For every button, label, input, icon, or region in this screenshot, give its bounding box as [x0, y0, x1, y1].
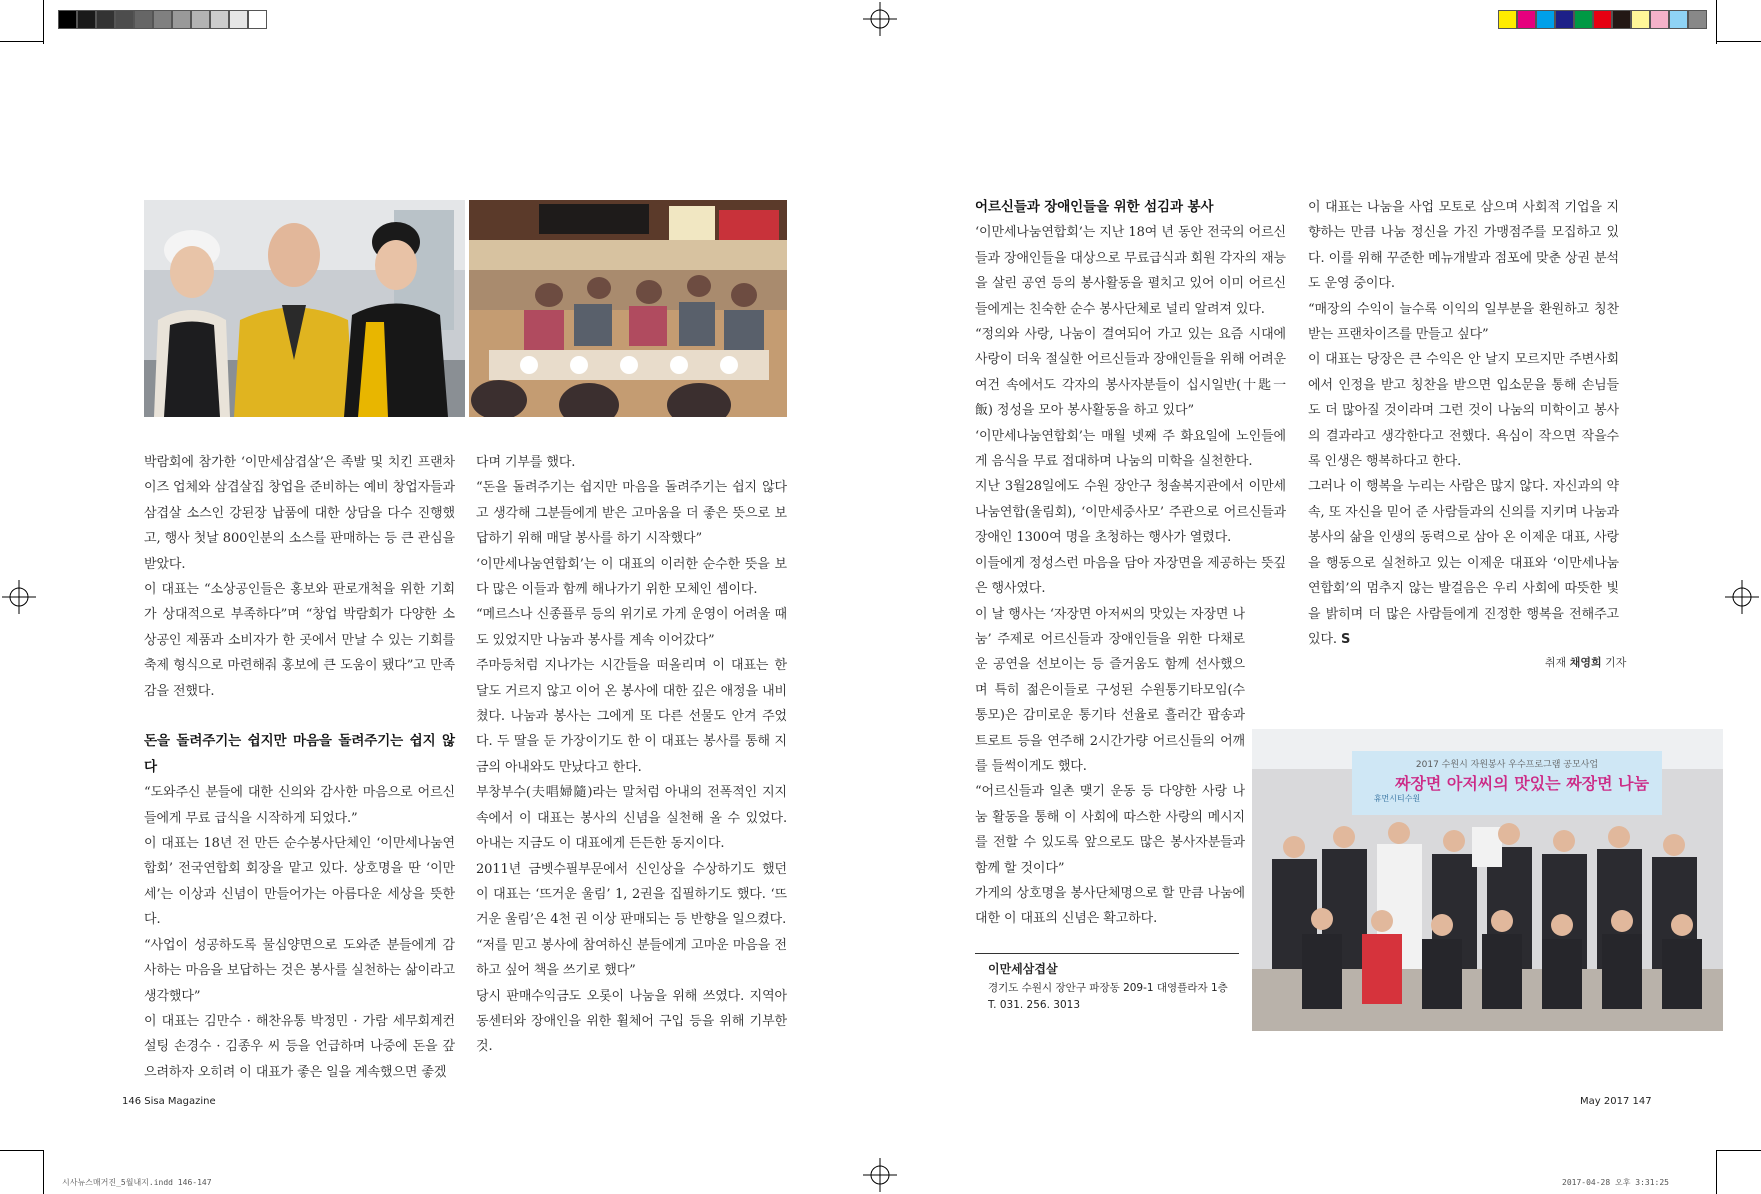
- paragraph: “메르스나 신종플루 등의 위기로 가게 운영이 어려울 때도 있었지만 나눔과 봉사를 계속 이어갔다”: [476, 607, 787, 648]
- byline-name: 채영희: [1569, 656, 1602, 669]
- color-swatch: [96, 10, 115, 29]
- color-swatch: [1631, 10, 1650, 29]
- banner-main-text: 짜장면 아저씨의 맛있는 짜장면 나눔: [1394, 774, 1650, 793]
- registration-mark-bottom: [863, 1158, 897, 1192]
- byline-prefix: 취재: [1545, 656, 1567, 669]
- paragraph: 이 날 행사는 ‘자장면 아저씨의 맛있는 자장면 나눔’ 주제로 어르신들과 장애인들을 위한 다채로운 공연을 선보이는 등 즐거움도 함께 선사했으며 특히 젊은이들로 구성된 수원통기타모임(수통모)은 감미로운 통기타 선율로 흘러간 팝송과 트로트 등을 연주해 2시간가량 어르신들의 어깨를 들썩이게도 했다.: [975, 606, 1245, 774]
- color-swatch: [1669, 10, 1688, 29]
- paragraph: ‘이만세나눔연합회’는 지난 18여 년 동안 전국의 어르신들과 장애인들을 대상으로 무료급식과 회원 각자의 재능을 살린 공연 등의 봉사활동을 펼치고 있어 이미 어르신들에게는 친숙한 순수 봉사단체로 널리 알려져 있다.: [975, 225, 1286, 317]
- store-name: 이만세삼겹살: [988, 962, 1058, 976]
- store-address: 경기도 수원시 장안구 파장동 209-1 대영플라자 1층: [988, 982, 1228, 994]
- color-swatch: [1650, 10, 1669, 29]
- paragraph: 지난 3월28일에도 수원 장안구 청솔복지관에서 이만세나눔연합(울림회), ‘이만세중사모’ 주관으로 어르신들과 장애인 1300여 명을 초청하는 행사가 열렸다.: [975, 479, 1286, 546]
- paragraph: 주마등처럼 지나가는 시간들을 떠올리며 이 대표는 한 달도 거르지 않고 이어 온 봉사에 대한 깊은 애정을 내비쳤다. 나눔과 봉사는 그에게 또 다른 선물도 안겨 주었다. 두 딸을 둔 가장이기도 한 이 대표는 봉사를 통해 지금의 아내와도 만났다고 한다.: [476, 658, 787, 775]
- info-divider: [975, 953, 1239, 954]
- group-photo: [1252, 729, 1723, 1031]
- paragraph: 이 대표는 당장은 큰 수익은 안 날지 모르지만 주변사회에서 인정을 받고 칭찬을 받으면 입소문을 통해 손님들도 더 많아질 것이라며 그런 것이 나눔의 미학이고 봉사의 결과라고 생각한다고 전했다. 욕심이 작으면 작을수록 인생은 행복하다고 한다.: [1308, 352, 1619, 470]
- banner-org-text: 휴먼시티수원: [1373, 794, 1421, 803]
- wrap-region: [975, 602, 1245, 932]
- paragraph: “매장의 수익이 늘수록 이익의 일부분을 환원하고 칭찬받는 프랜차이즈를 만들고 싶다”: [1308, 301, 1619, 343]
- paragraph: “어르신들과 일촌 맺기 운동 등 다양한 사랑 나눔 활동을 통해 이 사회에 따스한 사랑의 메시지를 전할 수 있도록 앞으로도 많은 봉사자분들과 함께 할 것이다”: [975, 784, 1245, 876]
- color-swatch: [1555, 10, 1574, 29]
- color-swatch: [248, 10, 267, 29]
- byline: [1545, 654, 1626, 670]
- color-swatch: [153, 10, 172, 29]
- paragraph: 박람회에 참가한 ‘이만세삼겹살’은 족발 및 치킨 프랜차이즈 업체와 삼겹살집 창업을 준비하는 예비 창업자들과 삼겹살 소스인 강된장 납품에 대한 상담을 다수 진행했고, 행사 첫날 800인분의 소스를 판매하는 등 큰 관심을 받았다.: [144, 455, 455, 572]
- color-swatch: [115, 10, 134, 29]
- end-mark: S: [1341, 631, 1351, 647]
- paragraph-text: 그러나 이 행복을 누리는 사람은 많지 않다. 자신과의 약속, 또 자신을 믿어 준 사람들과의 신의를 지키며 나눔과 봉사의 삶을 인생의 동력으로 삼아 온 이제운 대표, 사랑을 행동으로 실천하고 있는 이제운 대표와 ‘이만세나눔연합회’의 멈추지 않는 발걸음은 우리 사회에 따뜻한 빛을 밝히며 더 많은 사람들에게 진정한 행복을 전해주고 있다.: [1308, 479, 1619, 647]
- paragraph: [1308, 474, 1619, 652]
- color-swatch: [210, 10, 229, 29]
- paragraph: “정의와 사랑, 나눔이 결여되어 가고 있는 요즘 시대에 사랑이 더욱 절실한 어르신들과 장애인들을 위해 어려운 여건 속에서도 각자의 봉사자분들이 십시일반(十匙一飯) 정성을 모아 봉사활동을 하고 있다”: [975, 327, 1286, 419]
- section-heading: 돈을 돌려주기는 쉽지만 마음을 돌려주기는 쉽지 않다: [144, 733, 455, 775]
- community-lunch-photo: [469, 200, 787, 417]
- color-swatch: [229, 10, 248, 29]
- paragraph: ‘이만세나눔연합회’는 매월 넷째 주 화요일에 노인들에게 음식을 무료 접대하며 나눔의 미학을 실천한다.: [975, 428, 1286, 470]
- color-swatch: [1593, 10, 1612, 29]
- paragraph: 다며 기부를 했다.: [476, 455, 576, 470]
- store-info: [988, 960, 1240, 1014]
- paragraph: “돈을 돌려주기는 쉽지만 마음을 돌려주기는 쉽지 않다고 생각해 그분들에게 받은 고마움을 더 좋은 뜻으로 보답하기 위해 매달 봉사를 하기 시작했다”: [476, 480, 787, 547]
- color-swatch: [1536, 10, 1555, 29]
- left-column-1: [144, 450, 455, 1085]
- store-phone: T. 031. 256. 3013: [988, 999, 1080, 1011]
- banner-top-text: 2017 수원시 자원봉사 우수프로그램 공모사업: [1415, 760, 1599, 770]
- paragraph: 이들에게 정성스런 마음을 담아 자장면을 제공하는 뜻깊은 행사였다.: [975, 555, 1286, 597]
- color-swatch: [58, 10, 77, 29]
- paragraph: 가게의 상호명을 봉사단체명으로 할 만큼 나눔에 대한 이 대표의 신념은 확고하다.: [975, 885, 1245, 927]
- paragraph: “저를 믿고 봉사에 참여하신 분들에게 고마운 마음을 전하고 싶어 책을 쓰기로 했다”: [476, 937, 787, 979]
- slug-timestamp: 2017-04-28 오후 3:31:25: [1562, 1178, 1669, 1187]
- color-swatch: [191, 10, 210, 29]
- paragraph: 당시 판매수익금도 오롯이 나눔을 위해 쓰였다. 지역아동센터와 장애인을 위한 휠체어 구입 등을 위해 기부한 것.: [476, 988, 787, 1055]
- paragraph: 2011년 금벳수필부문에서 신인상을 수상하기도 했던 이 대표는 ‘뜨거운 울림’ 1, 2권을 집필하기도 했다. ‘뜨거운 울림’은 4천 권 이상 판매되는 등 반향을 일으켰다.: [476, 861, 787, 928]
- paragraph: 이 대표는 “소상공인들은 홍보와 판로개척을 위한 기회가 상대적으로 부족하다”며 “창업 박람회가 다양한 소상공인 제품과 소비자가 한 곳에서 만날 수 있는 기회를 축제 형식으로 마련해줘 홍보에 큰 도움이 됐다”고 만족감을 전했다.: [144, 582, 455, 699]
- color-swatch: [1688, 10, 1707, 29]
- right-column-1: [975, 195, 1286, 932]
- registration-mark-top: [863, 2, 897, 36]
- paragraph: “사업이 성공하도록 물심양면으로 도와준 분들에게 감사하는 마음을 보답하는 것은 봉사를 실천하는 삶이라고 생각했다”: [144, 937, 455, 1004]
- page-number-right: May 2017 147: [1580, 1096, 1652, 1107]
- byline-suffix: 기자: [1605, 656, 1627, 669]
- paragraph: ‘이만세나눔연합회’는 이 대표의 이러한 순수한 뜻을 보다 많은 이들과 함께 해나가기 위한 모체인 셈이다.: [476, 556, 787, 598]
- paragraph: 이 대표는 18년 전 만든 순수봉사단체인 ‘이만세나눔연합회’ 전국연합회 회장을 맡고 있다. 상호명을 딴 ‘이만세’는 이상과 신념이 만들어가는 아름다운 세상을 뜻한다.: [144, 836, 455, 928]
- paragraph: 이 대표는 나눔을 사업 모토로 삼으며 사회적 기업을 지향하는 만큼 나눔 정신을 가진 가맹점주를 모집하고 있다. 이를 위해 꾸준한 메뉴개발과 점포에 맞춘 상권 분석도 운영 중이다.: [1308, 200, 1619, 292]
- section-heading: 어르신들과 장애인들을 위한 섬김과 봉사: [975, 199, 1214, 215]
- color-swatch: [1517, 10, 1536, 29]
- slug-filename: 시사뉴스매거진_5월내지.indd 146-147: [62, 1178, 212, 1187]
- color-swatch: [172, 10, 191, 29]
- color-swatch: [1612, 10, 1631, 29]
- left-column-2: [476, 450, 787, 1060]
- paragraph: 부창부수(夫唱婦隨)라는 말처럼 아내의 전폭적인 지지 속에서 이 대표는 봉사의 신념을 실천해 올 수 있었다. 아내는 지금도 이 대표에게 든든한 동지이다.: [476, 785, 787, 852]
- color-swatch: [1498, 10, 1517, 29]
- color-swatch: [134, 10, 153, 29]
- color-swatch: [77, 10, 96, 29]
- color-swatch: [1574, 10, 1593, 29]
- paragraph: 이 대표는 김만수 · 해찬유통 박정민 · 가람 세무회계컨설팅 손경수 · 김종우 씨 등을 언급하며 나중에 돈을 갚으려하자 오히려 이 대표가 좋은 일을 계속했으면 좋겠: [144, 1013, 455, 1080]
- registration-mark-right: [1725, 580, 1759, 614]
- registration-mark-left: [2, 580, 36, 614]
- right-column-2: [1308, 195, 1619, 652]
- paragraph: “도와주신 분들에 대한 신의와 감사한 마음으로 어르신들에게 무료 급식을 시작하게 되었다.”: [144, 785, 455, 826]
- page-number-left: 146 Sisa Magazine: [122, 1096, 216, 1107]
- three-volunteers-photo: [144, 200, 465, 417]
